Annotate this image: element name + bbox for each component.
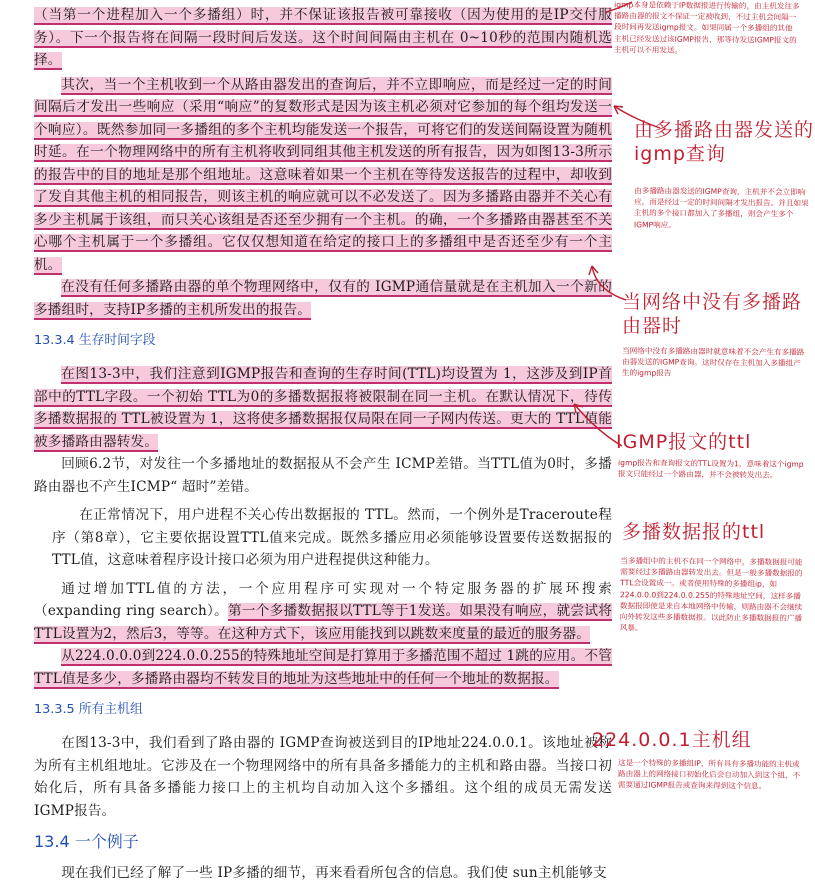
paragraph-report-delivery <box>34 4 612 72</box>
handwritten-margin-notes <box>592 0 815 843</box>
paragraph-ttl-field <box>34 363 612 453</box>
plain-text: 通过增加TTL值的方法，一个应用程序可实现对一个特定服务器的扩展环搜索（expanding ring search）。 <box>34 580 612 619</box>
margin-heading-router-query: 由多播路由器发送的igmp查询 <box>634 119 815 165</box>
margin-note-no-router: 当网络中没有多播路由器时就意味着不会产生有多播路由器发送的IGMP查询。这时仅存在主机加入多播组产生的igmp报告 <box>621 346 805 379</box>
section-heading-example: 13.4 一个例子 <box>34 832 139 851</box>
paragraph-icmp-error: 回顾6.2节，对发往一个多播地址的数据报从不会产生 ICMP差错。当TTL值为0时，多播路由器也不产生ICMP“ 超时”差错。 <box>34 456 612 495</box>
highlighted-text: 第一个多播数据报以TTL等于1发送。如果没有响应，就尝试将TTL设置为2，然后3，等等。在这种方式下，该应用能找到以跳数来度量的最近的服务器。 <box>34 603 612 642</box>
margin-note-igmp-ttl: igmp报告和查询报文的TTL设置为1，意味着这个igmp报文只能经过一个路由器，并不会被转发出去。 <box>617 458 804 480</box>
highlighted-text: 在图13-3中，我们注意到IGMP报告和查询的生存时间(TTL)均设置为 1，这涉及到IP首部中的TTL字段。一个初始 TTL为0的多播数据报将被限制在同一主机。在默认情况下，待传多播数据报的 TTL被设置为 1，这将使多播数据报仅局限在同一子网内传送。更大的 TTL值能被多播路由器转发。 <box>34 366 612 450</box>
paragraph-expanding-ring <box>34 578 612 646</box>
margin-heading-no-router: 当网络中没有多播路由器时 <box>622 291 803 337</box>
paragraph-query-response <box>34 74 612 277</box>
margin-note-report-delivery: igmp本身是依赖于IP数据报进行传输的，由主机发往多播路由器的报文不保证一定被收到，不过主机会间隔一段时间再发送igmp报文。如果同属一个多播组的其他主机已经发送过该IGMP报告，那等待发送IGMP报文的主机可以不用发送。 <box>613 0 800 55</box>
highlighted-text: 其次，当一个主机收到一个从路由器发出的查询后，并不立即响应，而是经过一定的时间间隔后才发出一些响应（采用“响应”的复数形式是因为该主机必须对它参加的每个组均发送一个响应）。既然参加同一多播组的多个主机均能发送一个报告，可将它们的发送间隔设置为随机时延。在一个物理网络中的所有主机将收到同组其他主机发送的所有报告，因为如图13-3所示的报告中的目的地址是那个组地址。这意味着如果一个主机在等待发送报告的过程中，却收到了发自其他主机的相同报告，则该主机的响应就可以不必发送了。因为多播路由器并不关心有多少主机属于该组，而只关心该组是否还至少拥有一个主机。的确，一个多播路由器甚至不关心哪个主机属于一个多播组。它仅仅想知道在给定的接口上的多播组中是否还至少有一个主机。 <box>34 76 612 273</box>
margin-note-all-hosts-group: 这是一个特殊的多播组IP，所有具有多播功能的主机或路由器上的网络接口初始化后会自动加入到这个组，不需要通过IGMP报告或查询来得到这个信息。 <box>617 758 801 791</box>
margin-heading-datagram-ttl: 多播数据报的ttl <box>622 521 766 543</box>
paragraph-special-range <box>34 645 612 690</box>
paragraph-all-hosts: 在图13-3中，我们看到了路由器的 IGMP查询被送到目的IP地址224.0.0.1。该地址被称为所有主机组地址。它涉及在一个物理网络中的所有具备多播能力的主机和路由器。当接口初始化后，所有具备多播能力接口上的主机均自动加入这个多播组。这个组的成员无需发送IGMP报告。 <box>34 735 612 819</box>
section-heading-all-hosts: 13.3.5 所有主机组 <box>34 702 143 717</box>
margin-note-datagram-ttl: 当多播组中的主机不在同一个网络中，多播数据报可能需要经过多播路由器转发出去。但是一般多播数据报的TTL会设置成一。或者使用特殊的多播组ip，如224.0.0.0到224.0.0.255的特殊地址空间，这样多播数据报即使是来自本地网络中传输，则路由器不会继续向外转发这些多播数据报。以此防止多播数据报的广播风暴。 <box>619 556 803 633</box>
margin-note-router-query: 由多播路由器发送的IGMP查询，主机并不会立即响应，而是经过一定的时间间隔才发出报告。并且如果主机的多个接口都加入了多播组，则会产生多个IGMP响应。 <box>633 186 809 230</box>
paragraph-traceroute: 在正常情况下，用户进程不关心传出数据报的 TTL。然而，一个例外是Traceroute程序（第8章），它主要依据设置TTL值来完成。既然多播应用必须能够设置要传送数据报的TTL值，这意味着程序设计接口必须为用户进程提供这种能力。 <box>52 507 612 568</box>
margin-heading-igmp-ttl: IGMP报文的ttl <box>616 431 752 453</box>
highlighted-text: （当第一个进程加入一个多播组）时，并不保证该报告被可靠接收（因为使用的是IP交付服务）。下一个报告将在间隔一段时间后发送。这个时间间隔由主机在 0~10秒的范围内随机选择。 <box>34 7 612 68</box>
section-heading-ttl: 13.3.4 生存时间字段 <box>34 333 156 348</box>
main-text-column <box>34 4 612 885</box>
paragraph-no-router <box>34 276 612 321</box>
paragraph-example: 现在我们已经了解了一些 IP多播的细节，再来看看所包含的信息。我们使 sun主机能够支 <box>61 865 607 881</box>
margin-heading-all-hosts-group: 224.0.0.1主机组 <box>592 729 752 751</box>
highlighted-text: 在没有任何多播路由器的单个物理网络中，仅有的 IGMP通信量就是在主机加入一个新的多播组时，支持IP多播的主机所发出的报告。 <box>34 279 612 318</box>
highlighted-text: 从224.0.0.0到224.0.0.255的特殊地址空间是打算用于多播范围不超过 1跳的应用。不管TTL值是多少，多播路由器均不转发目的地址为这些地址中的任何一个地址的数据报。 <box>34 648 612 687</box>
